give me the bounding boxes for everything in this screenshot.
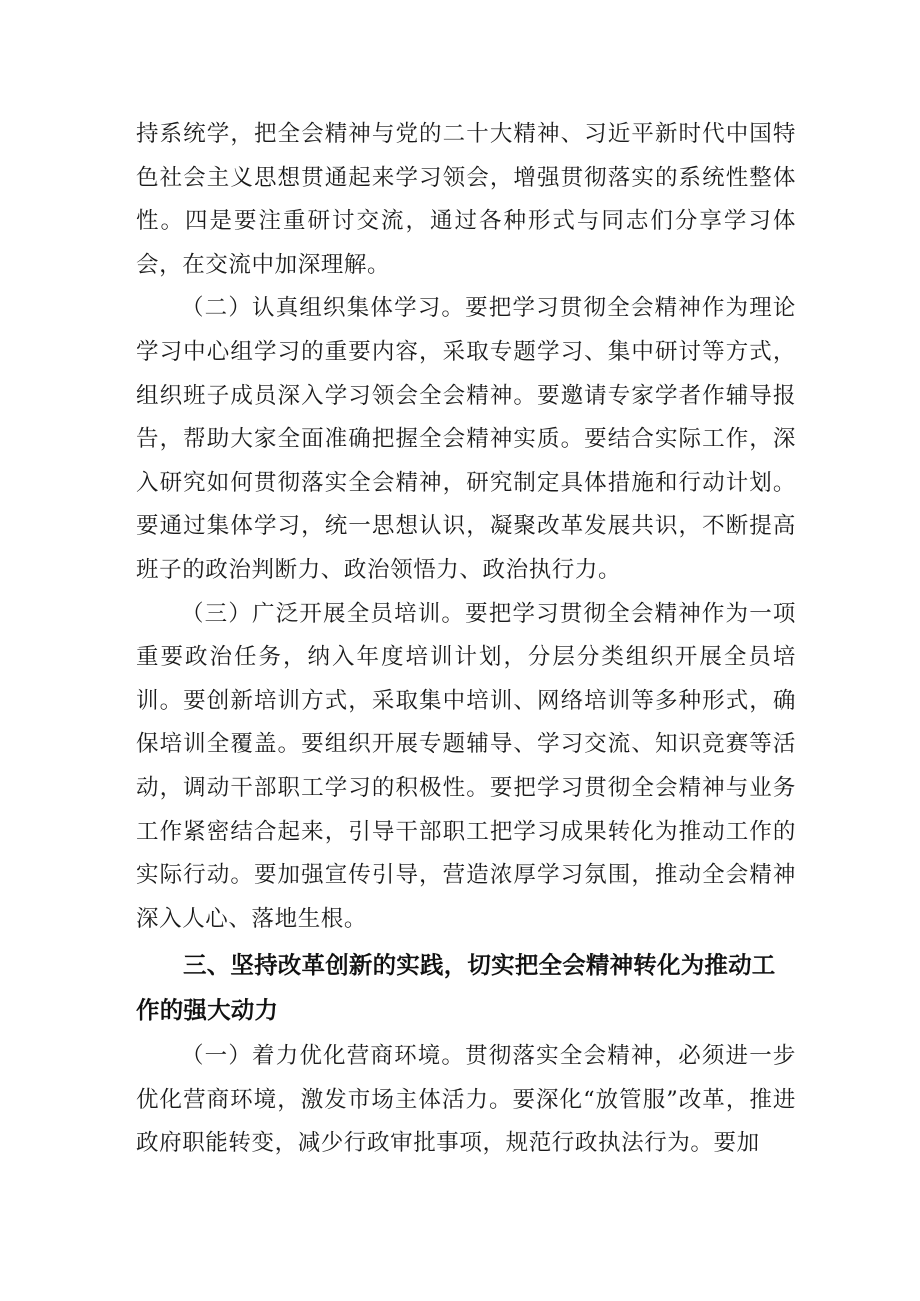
paragraph-collective-study: （二）认真组织集体学习。要把学习贯彻全会精神作为理论学习中心组学习的重要内容，采取专题学习、集中研讨等方式，组织班子成员深入学习领会全会精神。要邀请专家学者作辅导报告，帮助大家全面准确把握全会精神实质。要结合实际工作，深入研究如何贯彻落实全会精神，研究制定具体措施和行动计划。要通过集体学习，统一思想认识，凝聚改革发展共识，不断提高班子的政治判断力、政治领悟力、政治执行力。	[136, 295, 796, 583]
paragraph-staff-training: （三）广泛开展全员培训。要把学习贯彻全会精神作为一项重要政治任务，纳入年度培训计划，分层分类组织开展全员培训。要创新培训方式，采取集中培训、网络培训等多种形式，确保培训全覆盖。要组织开展专题辅导、学习交流、知识竞赛等活动，调动干部职工学习的积极性。要把学习贯彻全会精神与业务工作紧密结合起来，引导干部职工把学习成果转化为推动工作的实际行动。要加强宣传引导，营造浓厚学习氛围，推动全会精神深入人心、落地生根。	[136, 600, 796, 932]
paragraph-business-environment: （一）着力优化营商环境。贯彻落实全会精神，必须进一步优化营商环境，激发市场主体活力。要深化“放管服”改革，推进政府职能转变，减少行政审批事项，规范行政执法行为。要加	[136, 1043, 796, 1157]
document-body	[136, 113, 796, 1166]
section-heading: 三、坚持改革创新的实践，切实把全会精神转化为推动工作的强大动力	[136, 951, 776, 1025]
paragraph-continuation: 持系统学，把全会精神与党的二十大精神、习近平新时代中国特色社会主义思想贯通起来学习领会，增强贯彻落实的系统性整体性。四是要注重研讨交流，通过各种形式与同志们分享学习体会，在交流中加深理解。	[136, 121, 796, 278]
